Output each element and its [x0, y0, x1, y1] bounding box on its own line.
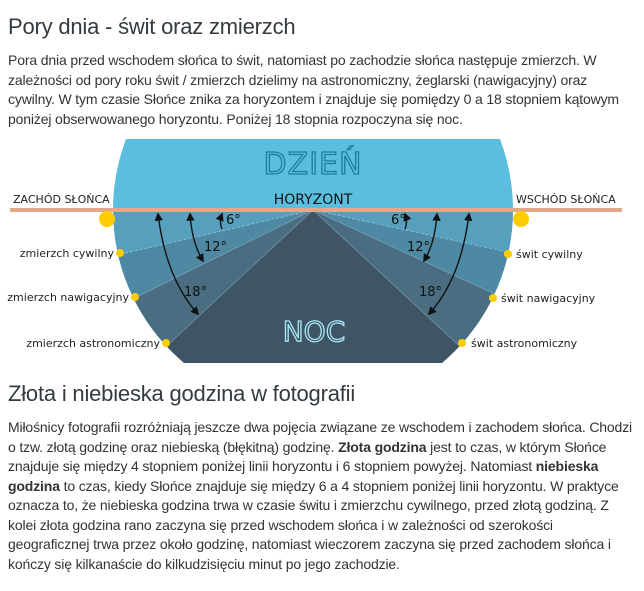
deg-6-right: 6°	[391, 213, 406, 228]
golden-hour-term: Złota godzina	[338, 438, 427, 455]
deg-6-left: 6°	[226, 213, 241, 228]
label-civil-dusk: zmierzch cywilny	[19, 247, 114, 260]
deg-12-right: 12°	[407, 240, 431, 255]
dot-nautical-dusk	[131, 293, 139, 301]
deg-18-right: 18°	[419, 285, 443, 300]
section-title-golden-blue-hour: Złota i niebieska godzina w fotografii	[8, 381, 356, 406]
label-civil-dawn: świt cywilny	[516, 248, 583, 261]
dot-astronomical-dusk	[162, 339, 170, 347]
label-nautical-dusk: zmierzch nawigacyjny	[7, 291, 129, 304]
horizon-label: HORYZONT	[273, 192, 353, 208]
blue-hour-term: niebieska godzina	[8, 458, 599, 494]
text-part: to czas, kiedy Słońce znajduje się między 6 a 4 stopniem poniżej linii horyzontu. W praktyce oznacza to, że niebieska godzina trwa w czasie świtu i zmierzchu cywilnego, przed złotą godziną. Z kolei złota godzina rano zaczyna się przed wschodem słońca i w zależności od szerokości geograficznej trwa przez około godzinę, natomiast wieczorem zaczyna się przed zachodem słońca i kończy się kilkanaście do kilkudzisięciu minut po jego zachodzie.	[8, 477, 619, 572]
sunset-label: ZACHÓD SŁOŃCA	[13, 193, 110, 206]
label-astronomical-dawn: świt astronomiczny	[471, 337, 578, 350]
text-part: jest to czas, w którym Słońce znajduje się między 4 stopniem poniżej linii horyzontu i 6 stopniem powyżej. Natomiast	[8, 438, 607, 474]
paragraph-dawn-dusk: Pora dnia przed wschodem słońca to świt, natomiast po zachodzie słońca następuje zmierzch. W zależności od pory roku świt / zmierzch dzielimy na astronomiczny, żeglarski (nawigacyjny) oraz cywilny. W tym czasie Słońce znika za horyzontem i znajduje się pomiędzy 0 a 18 stopniem kątowym poniżej obserwowanego horyzontu. Poniżej 18 stopnia rozpoczyna się noc.	[8, 52, 619, 127]
deg-12-left: 12°	[204, 240, 228, 255]
sun-icon-right	[513, 211, 529, 227]
label-astronomical-dusk: zmierzch astronomiczny	[26, 337, 160, 350]
day-label: DZIEŃ	[263, 147, 363, 182]
night-label: NOC	[282, 315, 346, 348]
dot-civil-dawn	[504, 250, 512, 258]
deg-18-left: 18°	[184, 285, 208, 300]
dot-astronomical-dawn	[458, 339, 466, 347]
horizon-line	[10, 208, 622, 212]
sun-icon-left	[99, 211, 115, 227]
text-part: Miłośnicy fotografii rozróżniają jeszcze dwa pojęcia związane ze wschodem i zachodem słońca. Chodzi o tzw. złotą godzinę oraz niebieską (błękitną) godzinę.	[8, 419, 633, 455]
label-nautical-dawn: świt nawigacyjny	[501, 292, 596, 305]
sunrise-label: WSCHÓD SŁOŃCA	[516, 193, 616, 206]
twilight-diagram	[0, 130, 644, 370]
dot-nautical-dawn	[489, 294, 497, 302]
dot-civil-dusk	[116, 249, 124, 257]
section-title-dawn-dusk: Pory dnia - świt oraz zmierzch	[8, 14, 296, 39]
paragraph-golden-blue-hour	[8, 418, 636, 574]
